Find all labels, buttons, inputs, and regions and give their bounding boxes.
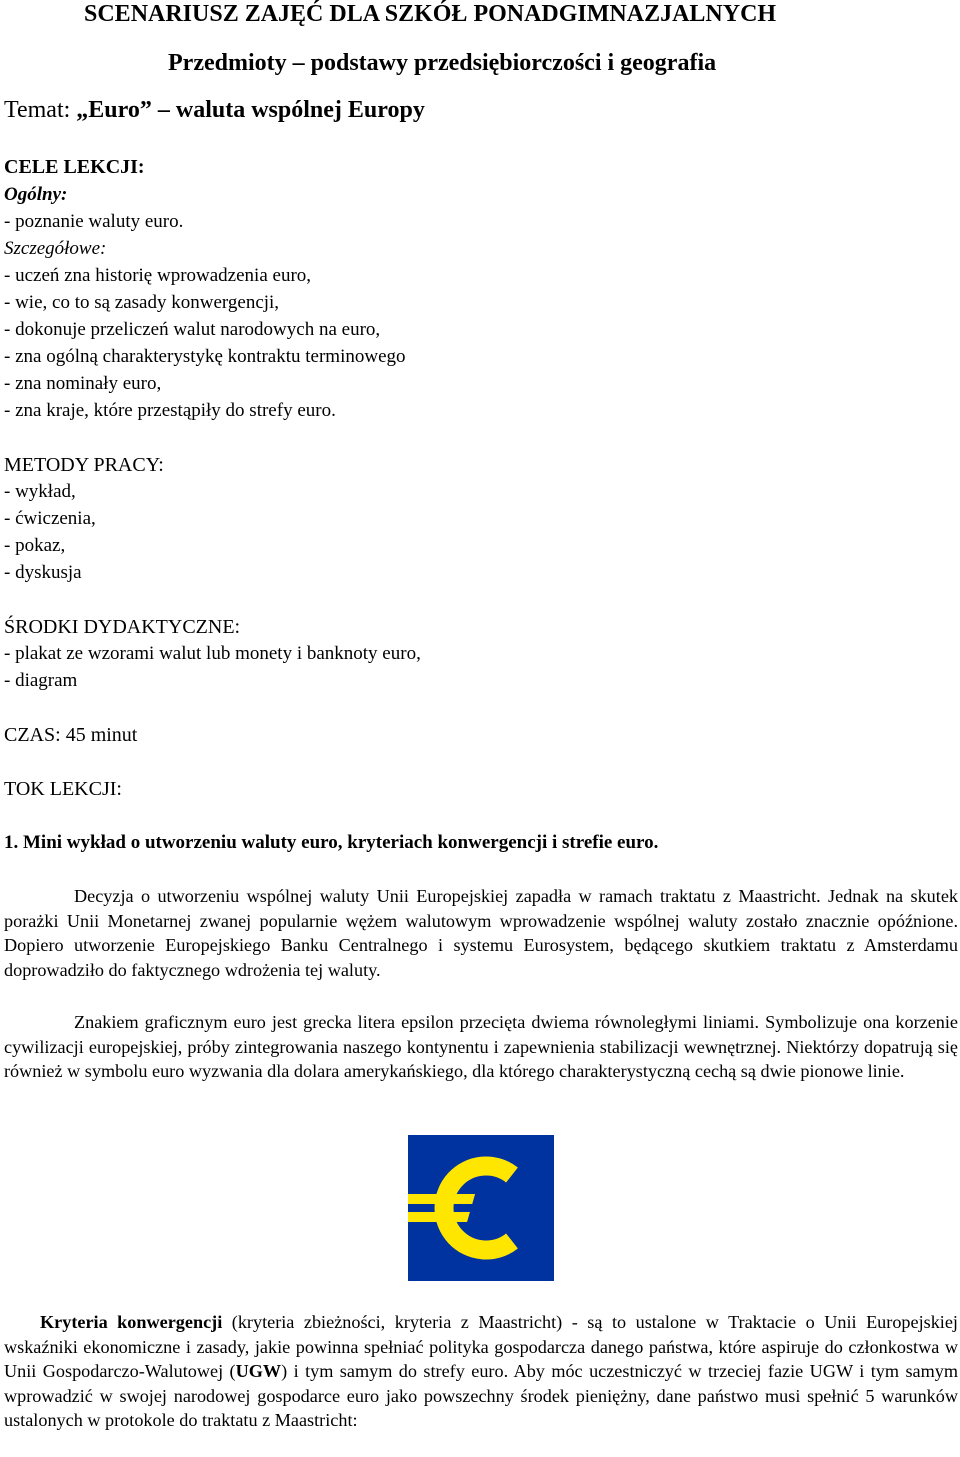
aid-item: - plakat ze wzorami walut lub monety i banknoty euro, — [4, 643, 421, 664]
method-item: - ćwiczenia, — [4, 508, 96, 529]
detailed-goal-item: - zna nominały euro, — [4, 373, 162, 394]
detailed-goal-item: - zna kraje, które przestąpiły do strefy euro. — [4, 400, 336, 421]
aids-heading: ŚRODKI DYDAKTYCZNE: — [4, 616, 241, 638]
aid-item: - diagram — [4, 670, 78, 691]
paragraph-convergence — [4, 1310, 958, 1433]
method-item: - pokaz, — [4, 535, 66, 556]
methods-heading: METODY PRACY: — [4, 454, 164, 476]
paragraph-history-text: Decyzja o utworzeniu wspólnej waluty Unii Europejskiej zapadła w ramach traktatu z Maastricht. Jednak na skutek porażki Unii Monetarnej zwanej popularnie wężem walutowym wprowadzenie wspólnej waluty zostało znacznie opóźnione. Dopiero utworzenie Europejskiego Banku Centralnego i systemu Eurosystem, będącego skutkiem traktatu z Amsterdamu doprowadziło do faktycznego wdrożenia tej waluty. — [4, 886, 958, 980]
paragraph-history — [4, 884, 958, 982]
topic-line — [4, 98, 425, 122]
detailed-goal-item: - dokonuje przeliczeń walut narodowych na euro, — [4, 319, 381, 340]
document-subtitle: Przedmioty – podstawy przedsiębiorczości i geografia — [168, 50, 717, 76]
topic-value: „Euro” – waluta wspólnej Europy — [76, 97, 425, 123]
paragraph-symbol — [4, 1010, 958, 1084]
general-goal-label: Ogólny: — [4, 184, 68, 205]
lesson-point-1: 1. Mini wykład o utworzeniu waluty euro, kryteriach konwergencji i strefie euro. — [4, 832, 659, 853]
time-value: 45 minut — [60, 724, 138, 746]
time-line — [4, 723, 137, 747]
detailed-goal-item: - uczeń zna historię wprowadzenia euro, — [4, 265, 312, 286]
paragraph-convergence-text-a: (kryteria zbieżności, kryteria z Maastricht) - są to ustalone w Traktacie o Unii Europejskiej wskaźniki ekonomiczne i zasady, jakie powinna spełniać polityka gospodarcza danego państwa, które aspiruje do członkostwa w Unii Gospodarczo-Walutowej ( — [4, 1312, 958, 1382]
method-item: - dyskusja — [4, 562, 82, 583]
method-item: - wykład, — [4, 481, 76, 502]
convergence-term: Kryteria konwergencji — [40, 1312, 223, 1332]
detailed-goal-item: - wie, co to są zasady konwergencji, — [4, 292, 280, 313]
detailed-goals-label: Szczegółowe: — [4, 238, 107, 259]
time-label: CZAS: — [4, 724, 61, 746]
document-title: SCENARIUSZ ZAJĘĆ DLA SZKÓŁ PONADGIMNAZJALNYCH — [84, 1, 777, 27]
lesson-flow-heading: TOK LEKCJI: — [4, 778, 122, 800]
goals-heading: CELE LEKCJI: — [4, 156, 145, 178]
general-goal-item: - poznanie waluty euro. — [4, 211, 184, 232]
paragraph-convergence-text-b: ) i tym samym do strefy euro. Aby móc uczestniczyć w trzeciej fazie UGW i tym samym wprowadzić w swojej narodowej gospodarce euro jako powszechny środek pieniężny, dane państwo musi spełnić 5 warunków ustalonych w protokole do traktatu z Maastricht: — [4, 1361, 958, 1431]
ugw-abbrev: UGW — [235, 1361, 282, 1382]
euro-sign-icon — [408, 1135, 554, 1281]
detailed-goal-item: - zna ogólną charakterystykę kontraktu terminowego — [4, 346, 406, 367]
topic-label: Temat: — [4, 97, 77, 123]
paragraph-symbol-text: Znakiem graficznym euro jest grecka litera epsilon przecięta dwiema równoległymi liniami. Symbolizuje ona korzenie cywilizacji europejskiej, próby zintegrowania naszego kontynentu i zapewnienia stabilizacji wewnętrznej. Niektórzy dopatrują się również w symbolu euro wyzwania dla dolara amerykańskiego, dla którego charakterystyczną cechą są dwie pionowe linie. — [4, 1012, 958, 1082]
